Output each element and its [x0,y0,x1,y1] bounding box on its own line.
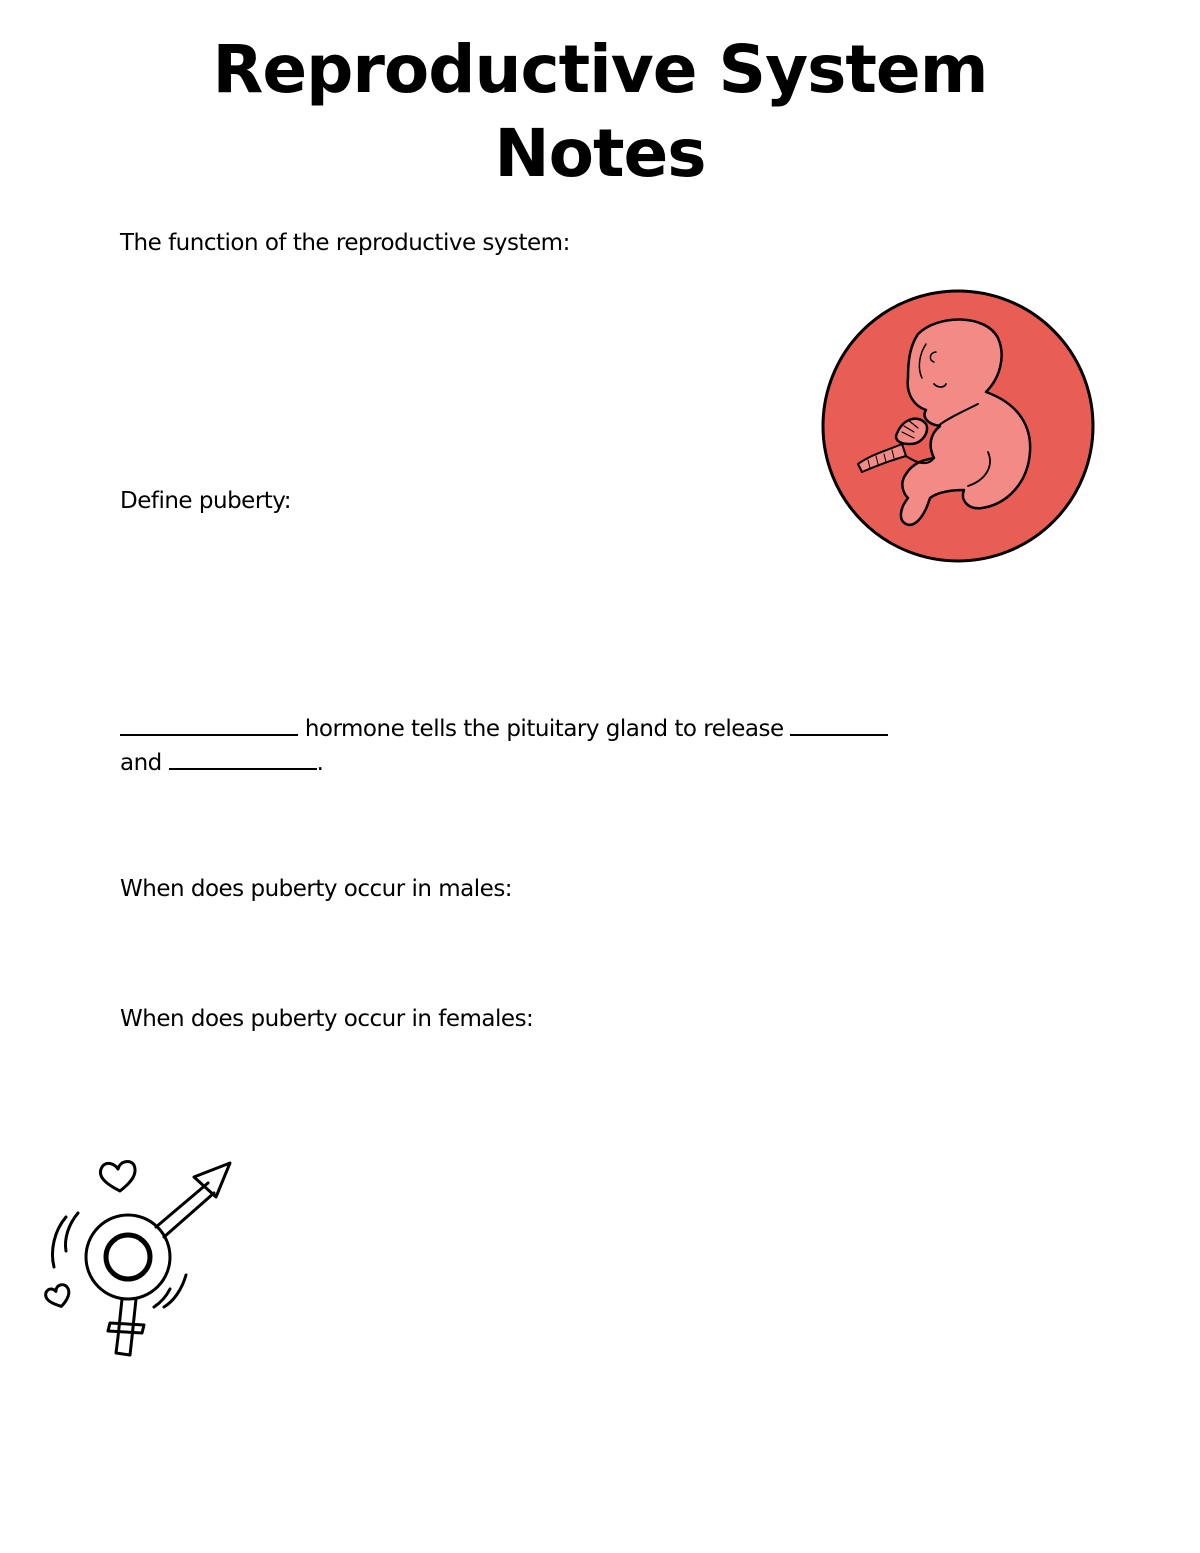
answer-blank-hormone[interactable] [120,712,298,736]
page-title [0,28,1200,196]
question-puberty-females: When does puberty occur in females: [120,1006,534,1032]
gender-symbol-icon [38,1155,238,1375]
answer-blank-release-2[interactable] [169,746,317,770]
fill-in-sentence [120,712,1080,780]
fill-in-text-3: . [316,750,324,776]
title-line-2: Notes [494,115,706,192]
question-function: The function of the reproductive system: [120,230,570,256]
fill-in-text-1: hormone tells the pituitary gland to release [304,716,784,742]
question-define-puberty: Define puberty: [120,488,291,514]
title-line-1: Reproductive System [212,31,988,108]
inner-ring [106,1235,150,1279]
answer-blank-release-1[interactable] [790,712,888,736]
fill-in-text-2: and [120,750,162,776]
fetus-in-womb-icon [818,286,1098,566]
question-puberty-males: When does puberty occur in males: [120,876,513,902]
